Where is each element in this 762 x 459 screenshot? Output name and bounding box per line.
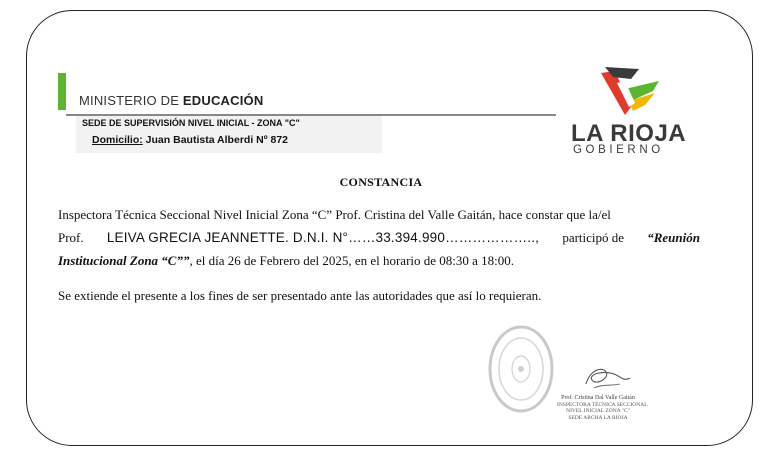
ministry-accent-bar	[58, 73, 66, 110]
domicilio-value: Juan Bautista Alberdi Nº 872	[142, 134, 289, 146]
signature-block	[557, 395, 648, 421]
prof-label: Prof.	[58, 230, 84, 245]
official-seal-icon	[487, 324, 555, 414]
signer-role-2: NIVEL INICIAL ZONA "C"	[566, 408, 630, 414]
la-rioja-logo-icon	[595, 67, 661, 119]
body-line-2	[58, 230, 700, 246]
closing-line: Se extiende el presente a los fines de ser presentado ante las autoridades que así lo requieran.	[58, 288, 542, 303]
handwritten-signature	[582, 364, 634, 392]
sede-name: SEDE DE SUPERVISIÓN NIVEL INICIAL - ZONA "C"	[82, 118, 300, 128]
domicilio-label: Domicilio:	[92, 134, 143, 146]
person-name-dni: LEIVA GRECIA JEANNETTE. D.N.I. N°……33.394.990………………..,	[106, 230, 540, 245]
body-line-3	[58, 253, 514, 269]
document-title: CONSTANCIA	[339, 175, 423, 189]
event-name-end: Institucional Zona “C””	[58, 253, 190, 268]
participation-text: participó de	[562, 230, 625, 245]
signer-role-3: SEDE ARCHA LA RIOJA	[568, 414, 628, 421]
signer-name: Prof. Cristina Dal Valle Gaitán	[561, 395, 635, 401]
signer-role-1: INSPECTORA TÉCNICA SECCIONAL	[557, 401, 648, 408]
event-date-time: , el día 26 de Febrero del 2025, en el horario de 08:30 a 18:00.	[189, 253, 515, 268]
domicilio	[92, 134, 288, 146]
event-name-start: “Reunión	[647, 230, 700, 245]
logo-subtitle: GOBIERNO	[573, 144, 664, 156]
logo-name: LA RIOJA	[571, 120, 687, 147]
ministry-name	[79, 93, 263, 108]
ministry-emphasis: EDUCACIÓN	[182, 93, 264, 108]
body-line-1: Inspectora Técnica Seccional Nivel Inicial Zona “C” Prof. Cristina del Valle Gaitán, hace constar que la/el	[58, 207, 611, 222]
ministry-prefix: MINISTERIO DE	[79, 93, 183, 108]
